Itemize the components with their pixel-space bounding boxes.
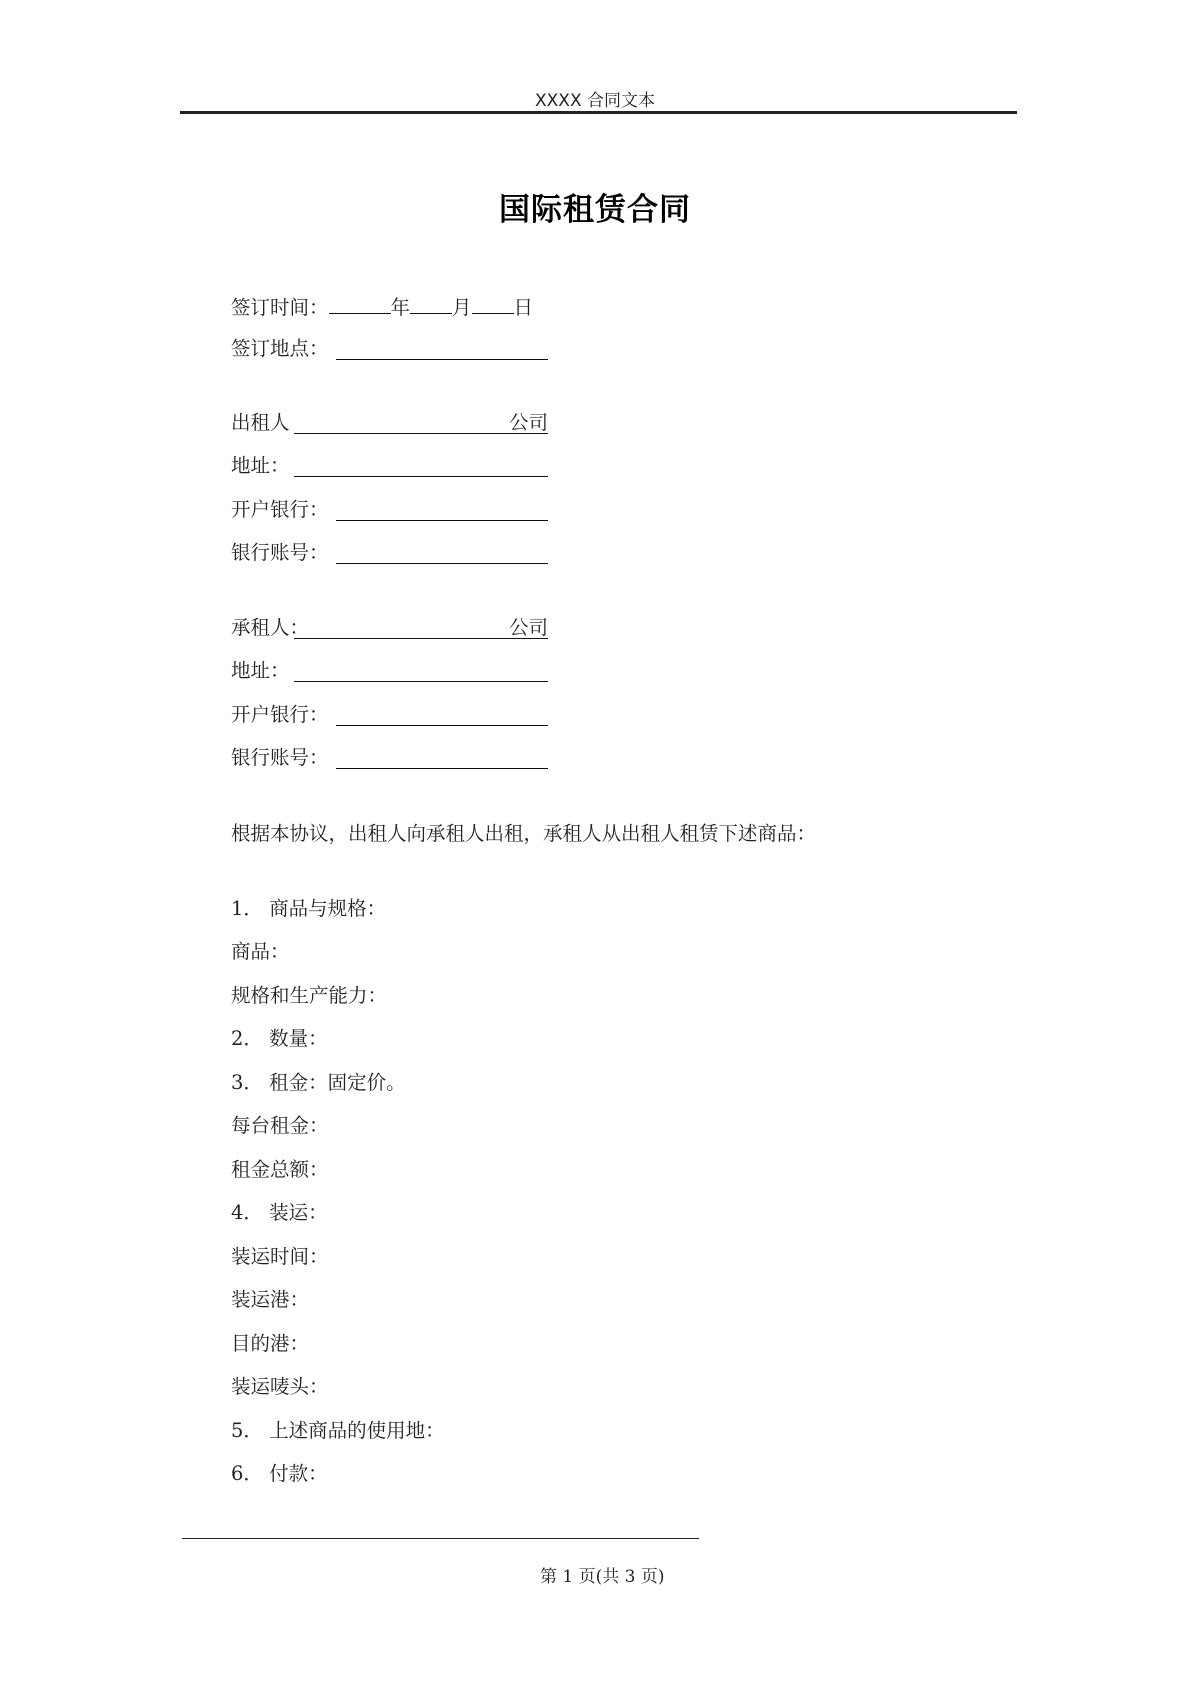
lessor-address-blank[interactable] <box>294 476 548 477</box>
lessee-address-row <box>231 658 548 684</box>
year-label: 年 <box>390 296 411 319</box>
lessee-bank-label: 开户银行： <box>231 703 329 726</box>
lessor-address-row <box>231 453 548 479</box>
clause-line: 商品： <box>231 940 290 963</box>
day-blank[interactable] <box>472 292 514 314</box>
footer-divider <box>182 1538 699 1539</box>
signing-time-label: 签订时间： <box>231 296 329 319</box>
clause-line: 5． 上述商品的使用地： <box>231 1419 445 1442</box>
lessor-bank-blank[interactable] <box>336 520 548 521</box>
clause-line: 2． 数量： <box>231 1027 328 1050</box>
lessor-bank-row <box>231 497 548 523</box>
clause-line: 租金总额： <box>231 1158 329 1181</box>
page-header: XXXX 合同文本 <box>535 91 655 111</box>
lessor-bank-label: 开户银行： <box>231 498 329 521</box>
lessee-suffix: 公司 <box>508 616 548 639</box>
lessee-bank-blank[interactable] <box>336 725 548 726</box>
signing-place-row <box>231 336 548 362</box>
lessor-row <box>231 410 548 436</box>
lessee-label: 承租人： <box>231 616 310 639</box>
lessor-suffix: 公司 <box>508 411 548 434</box>
page-number: 第 1 页(共 3 页) <box>540 1567 665 1587</box>
clause-line: 3． 租金：固定价。 <box>231 1071 406 1094</box>
day-label: 日 <box>513 296 534 319</box>
signing-place-label: 签订地点： <box>231 337 329 360</box>
lessor-address-label: 地址： <box>231 454 290 477</box>
lessor-account-row <box>231 540 548 566</box>
year-blank[interactable] <box>329 292 391 314</box>
document-title: 国际租赁合同 <box>499 192 691 228</box>
lessee-account-label: 银行账号： <box>231 746 329 769</box>
signing-place-blank[interactable] <box>336 359 548 360</box>
lessor-label: 出租人 <box>231 411 290 434</box>
month-blank[interactable] <box>410 292 452 314</box>
lessee-bank-row <box>231 702 548 728</box>
month-label: 月 <box>452 296 472 319</box>
intro-paragraph: 根据本协议，出租人向承租人出租，承租人从出租人租赁下述商品： <box>231 822 817 845</box>
clause-line: 目的港： <box>231 1332 310 1355</box>
clause-line: 规格和生产能力： <box>231 984 388 1007</box>
header-divider <box>180 111 1017 114</box>
lessor-account-blank[interactable] <box>336 563 548 564</box>
signing-time-row <box>231 292 533 318</box>
clause-line: 4． 装运： <box>231 1201 328 1224</box>
clause-line: 装运唛头： <box>231 1375 329 1398</box>
lessee-address-blank[interactable] <box>294 681 548 682</box>
clause-line: 每台租金： <box>231 1114 329 1137</box>
clause-line: 装运港： <box>231 1288 310 1311</box>
lessee-account-blank[interactable] <box>336 768 548 769</box>
clause-line: 装运时间： <box>231 1245 329 1268</box>
lessee-address-label: 地址： <box>231 659 290 682</box>
lessee-account-row <box>231 745 548 771</box>
lessee-row <box>231 615 548 641</box>
clause-line: 1． 商品与规格： <box>231 897 387 920</box>
lessor-account-label: 银行账号： <box>231 541 329 564</box>
clause-line: 6． 付款： <box>231 1462 328 1485</box>
